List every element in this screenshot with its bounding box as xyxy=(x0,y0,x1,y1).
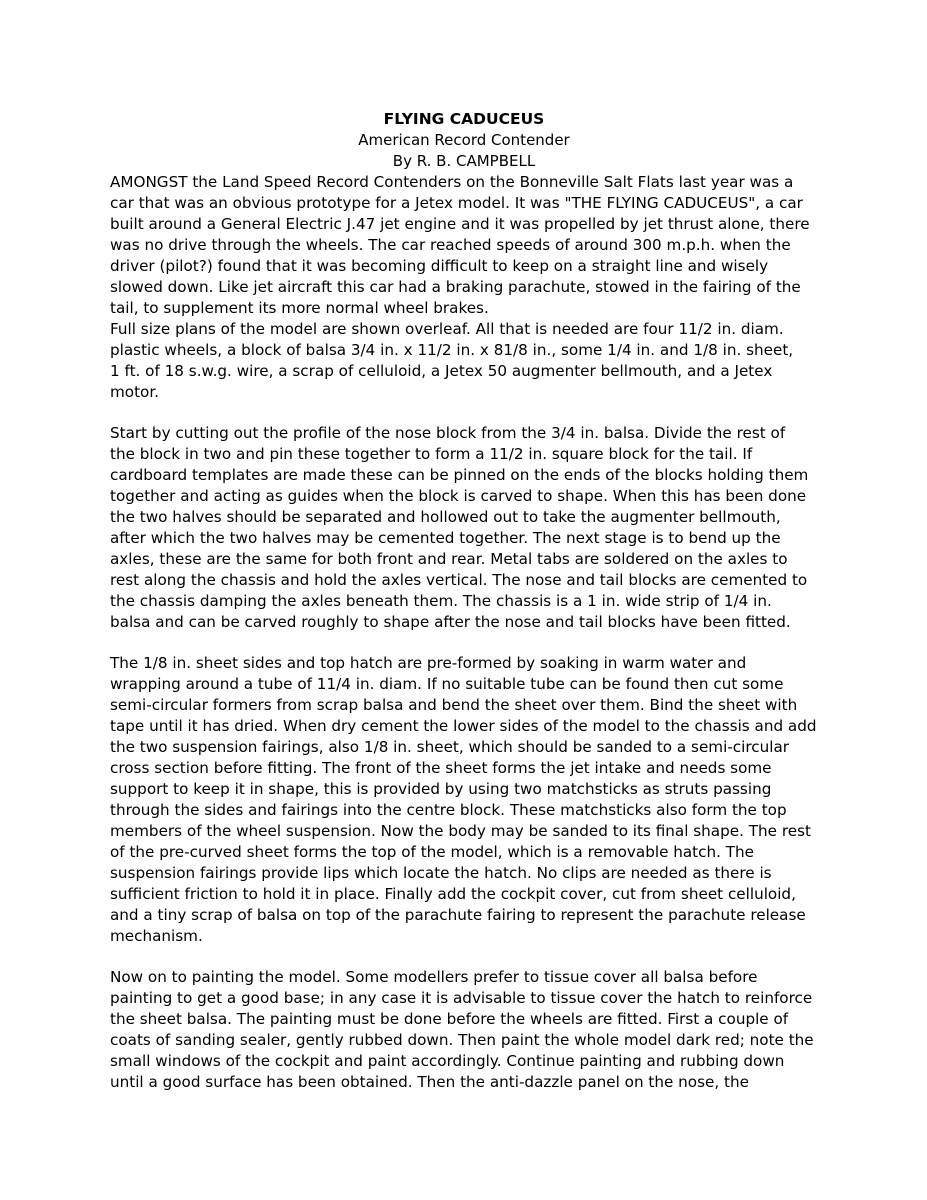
text-line: semi-circular formers from scrap balsa and bend the sheet over them. Bind the sheet with xyxy=(110,696,798,714)
text-line: of the pre-curved sheet forms the top of the model, which is a removable hatch. The xyxy=(110,843,754,861)
paragraph-construction xyxy=(110,423,818,633)
text-line: car that was an obvious prototype for a Jetex model. It was "THE FLYING CADUCEUS", a car xyxy=(110,194,803,212)
author-byline: By R. B. CAMPBELL xyxy=(392,152,536,170)
text-line: wrapping around a tube of 11/4 in. diam. If no suitable tube can be found then cut some xyxy=(110,675,784,693)
text-line: small windows of the cockpit and paint accordingly. Continue painting and rubbing down xyxy=(110,1052,785,1070)
article-subtitle: American Record Contender xyxy=(358,131,570,149)
text-line: and a tiny scrap of balsa on top of the parachute fairing to represent the parachute release xyxy=(110,906,806,924)
text-line: until a good surface has been obtained. Then the anti-dazzle panel on the nose, the xyxy=(110,1073,749,1091)
text-line: The 1/8 in. sheet sides and top hatch are pre-formed by soaking in warm water and xyxy=(110,654,747,672)
text-line: cross section before fitting. The front of the sheet forms the jet intake and needs some xyxy=(110,759,772,777)
text-line: mechanism. xyxy=(110,927,203,945)
text-line: sufficient friction to hold it in place. Finally add the cockpit cover, cut from sheet celluloid, xyxy=(110,885,796,903)
text-line: through the sides and fairings into the centre block. These matchsticks also form the top xyxy=(110,801,787,819)
text-line: balsa and can be carved roughly to shape after the nose and tail blocks have been fitted. xyxy=(110,613,791,631)
text-line: motor. xyxy=(110,383,160,401)
text-line: AMONGST the Land Speed Record Contenders on the Bonneville Salt Flats last year was a xyxy=(110,173,794,191)
paragraph-intro xyxy=(110,172,818,319)
text-line: the two suspension fairings, also 1/8 in. sheet, which should be sanded to a semi-circular xyxy=(110,738,790,756)
text-line: the block in two and pin these together to form a 11/2 in. square block for the tail. If xyxy=(110,445,753,463)
paragraph-materials xyxy=(110,319,818,403)
text-line: members of the wheel suspension. Now the body may be sanded to its final shape. The rest xyxy=(110,822,811,840)
text-line: painting to get a good base; in any case it is advisable to tissue cover the hatch to reinforce xyxy=(110,989,813,1007)
text-line: was no drive through the wheels. The car reached speeds of around 300 m.p.h. when the xyxy=(110,236,791,254)
text-line: the two halves should be separated and hollowed out to take the augmenter bellmouth, xyxy=(110,508,781,526)
document-page xyxy=(110,108,818,1093)
text-line: Start by cutting out the profile of the nose block from the 3/4 in. balsa. Divide the rest of xyxy=(110,424,786,442)
text-line: the sheet balsa. The painting must be done before the wheels are fitted. First a couple of xyxy=(110,1010,789,1028)
text-line: rest along the chassis and hold the axles vertical. The nose and tail blocks are cemented to xyxy=(110,571,808,589)
text-line: tail, to supplement its more normal wheel brakes. xyxy=(110,299,489,317)
text-line: after which the two halves may be cemented together. The next stage is to bend up the xyxy=(110,529,781,547)
paragraph-painting xyxy=(110,967,818,1093)
paragraph-sheet-sides xyxy=(110,653,818,947)
text-line: tape until it has dried. When dry cement the lower sides of the model to the chassis and add xyxy=(110,717,817,735)
text-line: plastic wheels, a block of balsa 3/4 in. x 11/2 in. x 81/8 in., some 1/4 in. and 1/8 in. sheet, xyxy=(110,341,794,359)
text-line: suspension fairings provide lips which locate the hatch. No clips are needed as there is xyxy=(110,864,772,882)
text-line: Now on to painting the model. Some modellers prefer to tissue cover all balsa before xyxy=(110,968,758,986)
text-line: cardboard templates are made these can be pinned on the ends of the blocks holding them xyxy=(110,466,809,484)
text-line: together and acting as guides when the block is carved to shape. When this has been done xyxy=(110,487,807,505)
text-line: Full size plans of the model are shown overleaf. All that is needed are four 11/2 in. diam. xyxy=(110,320,784,338)
text-line: the chassis damping the axles beneath them. The chassis is a 1 in. wide strip of 1/4 in. xyxy=(110,592,772,610)
text-line: support to keep it in shape, this is provided by using two matchsticks as struts passing xyxy=(110,780,772,798)
text-line: driver (pilot?) found that it was becoming difficult to keep on a straight line and wisely xyxy=(110,257,769,275)
text-line: built around a General Electric J.47 jet engine and it was propelled by jet thrust alone, there xyxy=(110,215,810,233)
text-line: slowed down. Like jet aircraft this car had a braking parachute, stowed in the fairing of the xyxy=(110,278,801,296)
text-line: axles, these are the same for both front and rear. Metal tabs are soldered on the axles to xyxy=(110,550,788,568)
text-line: coats of sanding sealer, gently rubbed down. Then paint the whole model dark red; note the xyxy=(110,1031,814,1049)
text-line: 1 ft. of 18 s.w.g. wire, a scrap of celluloid, a Jetex 50 augmenter bellmouth, and a Jetex xyxy=(110,362,773,380)
article-title: FLYING CADUCEUS xyxy=(383,110,545,128)
